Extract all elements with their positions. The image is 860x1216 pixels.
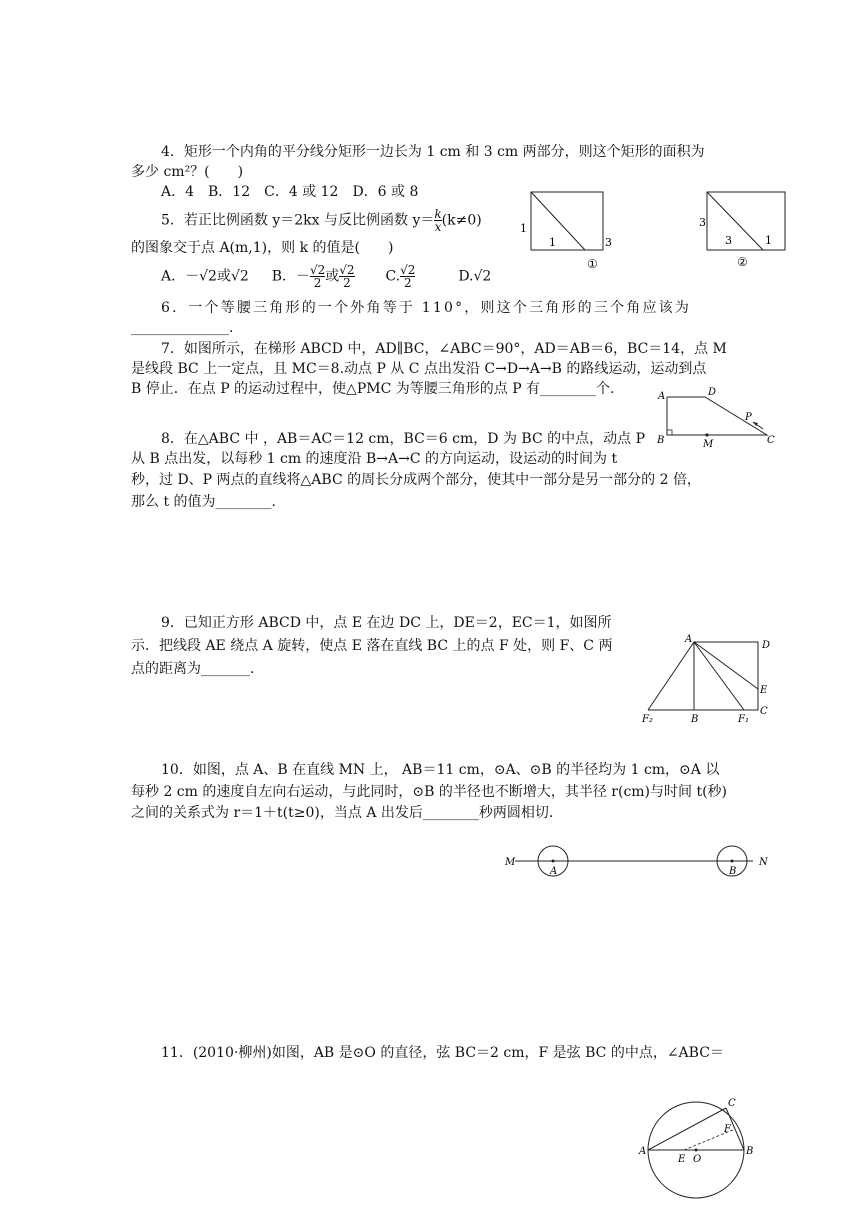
q7-label-b: B [657, 435, 665, 446]
q4-fig2-bottom-left-label: 3 [725, 234, 732, 247]
q11-label-e: E [678, 1154, 686, 1165]
q11-circle-figure [636, 1090, 766, 1210]
q5-option-a: A．－√2或√2 [161, 268, 249, 285]
q4-fig2-left-label: 3 [699, 216, 706, 229]
q10-label-a: A [550, 866, 558, 877]
q5-fraction [434, 208, 441, 233]
q10-label-m: M [505, 857, 516, 868]
q5-line1 [161, 208, 482, 233]
q9-line2: 示．把线段 AE 绕点 A 旋转，使点 E 落在直线 BC 上的点 F 处，则 F、C 两 [131, 638, 613, 654]
q7-line1: 7．如图所示，在梯形 ABCD 中，AD∥BC，∠ABC＝90°，AD＝AB＝6，BC＝14，点 M [161, 341, 727, 357]
q4-fig2-caption: ② [737, 255, 748, 269]
q11-label-b: B [746, 1146, 754, 1157]
q9-square-figure [638, 632, 778, 724]
q5-frac-den: x [434, 220, 442, 234]
q7-label-d: D [708, 387, 717, 398]
q4-fig1-left-label: 1 [520, 222, 527, 235]
q4-fig1-bottom-right-label: 3 [605, 236, 612, 249]
q9-label-c: C [760, 706, 768, 717]
q9-line1: 9．已知正方形 ABCD 中，点 E 在边 DC 上，DE＝2，EC＝1，如图所 [161, 615, 612, 631]
q5-options [161, 264, 491, 289]
q10-line1: 10．如图，点 A、B 在直线 MN 上， AB＝11 cm，⊙A、⊙B 的半径均为 1 cm，⊙A 以 [161, 762, 720, 778]
q11-label-f: F [724, 1124, 731, 1135]
q9-label-b: B [691, 714, 699, 725]
q4-figure-2 [697, 190, 797, 270]
q5-option-b-frac1 [310, 264, 325, 289]
q7-line2: 是线段 BC 上一定点，且 MC＝8.动点 P 从 C 点出发沿 C→D→A→B 的路线运动，运动到点 [131, 361, 707, 377]
q11-label-c: C [728, 1098, 736, 1109]
q10-line2: 每秒 2 cm 的速度自左向右运动，与此同时，⊙B 的半径也不断增大，其半径 r(cm)与时间 t(秒) [131, 784, 728, 800]
q5-option-c-den: 2 [400, 276, 415, 289]
q5-option-b-den1: 2 [310, 276, 325, 289]
q5-option-b: B．－ [271, 268, 310, 285]
q7-label-a: A [658, 391, 666, 402]
q5-option-c-num: √2 [400, 263, 416, 277]
q4-fig1-caption: ① [587, 257, 598, 271]
q5-option-b-frac2 [339, 264, 354, 289]
q7-label-p: P [745, 412, 752, 423]
q7-line3: B 停止．在点 P 的运动过程中，使△PMC 为等腰三角形的点 P 有________个. [131, 381, 615, 397]
q11-label-o: O [693, 1154, 702, 1165]
q4-figure-1 [515, 190, 615, 270]
q5-line2: 的图象交于点 A(m,1)，则 k 的值是( ) [131, 240, 394, 256]
q9-line3: 点的距离为_______. [131, 661, 255, 677]
q9-label-a: A [685, 634, 693, 645]
q5-option-c: C. [385, 268, 401, 285]
q9-label-f2: F₂ [642, 714, 653, 725]
q7-label-c: C [767, 435, 775, 446]
q5-option-b-num2: √2 [339, 263, 355, 277]
q4-fig1-bottom-left-label: 1 [549, 236, 556, 249]
q10-label-b: B [729, 866, 737, 877]
q4-line2: 多少 cm²？( ) [131, 164, 244, 180]
q10-line3: 之间的关系式为 r＝1＋t(t≥0)，当点 A 出发后________秒两圆相切. [131, 805, 554, 821]
q8-line1: 8．在△ABC 中 ，AB＝AC＝12 cm，BC＝6 cm，D 为 BC 的中点，动点 P [161, 431, 645, 447]
q9-label-e: E [760, 685, 768, 696]
q5-option-b-or: 或 [325, 268, 340, 285]
q4-fig2-bottom-right-label: 1 [765, 234, 772, 247]
q5-option-b-den2: 2 [339, 276, 354, 289]
q9-label-f1: F₁ [738, 714, 749, 725]
q4-options: A．4 B．12 C．4 或 12 D．6 或 8 [161, 184, 419, 200]
q5-line1-cond: (k≠0) [441, 212, 482, 229]
q10-label-n: N [759, 857, 768, 868]
q7-label-m: M [703, 439, 714, 450]
q9-label-d: D [762, 640, 771, 651]
q5-option-b-num1: √2 [309, 263, 326, 277]
q7-trapezoid-figure [655, 385, 780, 450]
q8-line4: 那么 t 的值为________. [131, 494, 276, 510]
q10-line-figure [505, 843, 775, 883]
q5-line1-text: 5．若正比例函数 y＝2kx 与反比例函数 y＝ [161, 212, 435, 229]
q6-line2: ______________. [131, 320, 234, 336]
q5-option-c-frac [400, 264, 415, 289]
q4-line1: 4．矩形一个内角的平分线分矩形一边长为 1 cm 和 3 cm 两部分，则这个矩形的面积为 [161, 144, 705, 160]
q5-option-d: D.√2 [458, 268, 492, 285]
q6-line1: 6．一个等腰三角形的一个外角等于 110°，则这个三角形的三个角应该为 [161, 300, 692, 316]
q8-line2: 从 B 点出发，以每秒 1 cm 的速度沿 B→A→C 的方向运动，设运动的时间为 t [131, 451, 618, 467]
q8-line3: 秒，过 D、P 两点的直线将△ABC 的周长分成两个部分，使其中一部分是另一部分的 2 倍， [131, 472, 701, 488]
q11-label-a: A [639, 1146, 647, 1157]
q11-line1: 11．(2010·柳州)如图，AB 是⊙O 的直径，弦 BC＝2 cm，F 是弦 BC 的中点，∠ABC＝ [161, 1045, 724, 1061]
q5-frac-num: k [434, 207, 442, 221]
